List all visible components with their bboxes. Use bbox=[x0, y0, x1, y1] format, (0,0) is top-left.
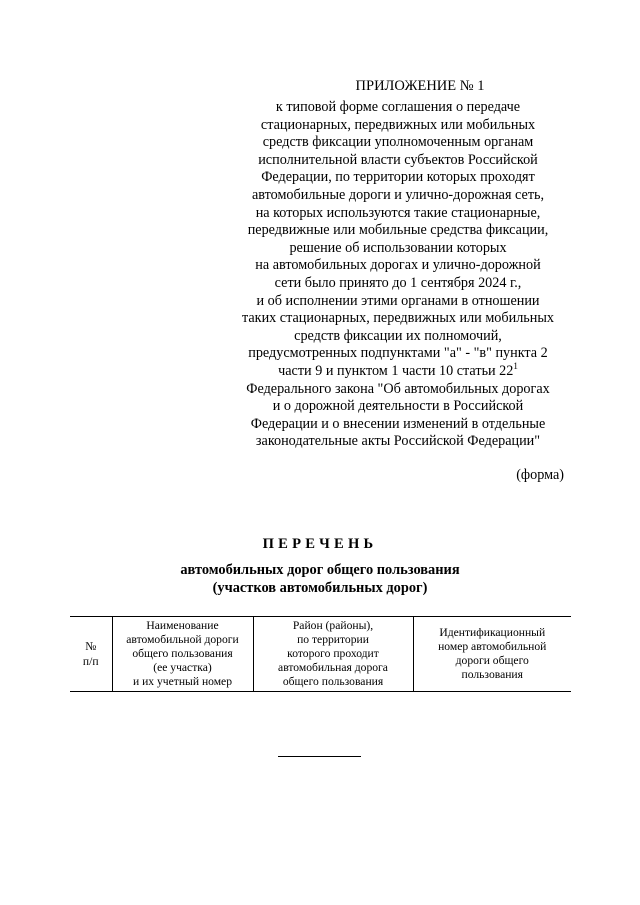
appendix-line: стационарных, передвижных или мобильных bbox=[260, 116, 536, 133]
appendix-line: Федерации, по территории которых проходят bbox=[261, 169, 535, 186]
list-title: ПЕРЕЧЕНЬ bbox=[262, 536, 378, 552]
appendix-line: исполнительной власти субъектов Российской bbox=[258, 151, 538, 168]
appendix-text bbox=[224, 99, 572, 451]
appendix-line-with-superscript bbox=[224, 360, 572, 381]
appendix-line: и о дорожной деятельности в Российской bbox=[272, 398, 524, 415]
footer-divider bbox=[278, 756, 361, 757]
list-subtitle-line: автомобильных дорог общего пользования bbox=[180, 562, 460, 578]
header-identification-number: Идентификационный номер автомобильной дороги общего пользования bbox=[413, 617, 571, 692]
roads-table bbox=[70, 616, 571, 692]
table-header-row bbox=[70, 617, 571, 692]
appendix-line: передвижные или мобильные средства фиксации, bbox=[247, 222, 549, 239]
appendix-line: предусмотренных подпунктами "а" - "в" пункта 2 bbox=[248, 345, 548, 362]
form-label: (форма) bbox=[516, 467, 564, 483]
list-subtitle-line: (участков автомобильных дорог) bbox=[212, 580, 428, 596]
list-subtitle bbox=[120, 561, 520, 597]
appendix-line: Федерального закона "Об автомобильных дорогах bbox=[246, 380, 550, 397]
appendix-line: Федерации и о внесении изменений в отдельные bbox=[250, 415, 546, 432]
appendix-line: и об исполнении этими органами в отношении bbox=[256, 292, 540, 309]
appendix-line: сети было принято до 1 сентября 2024 г., bbox=[274, 274, 522, 291]
appendix-line: законодательные акты Российской Федерации" bbox=[255, 433, 541, 450]
appendix-line: части 9 и пунктом 1 части 10 статьи 22 bbox=[278, 362, 514, 379]
appendix-line: к типовой форме соглашения о передаче bbox=[275, 99, 521, 115]
header-number: № п/п bbox=[70, 617, 112, 692]
header-district: Район (районы), по территории которого проходит автомобильная дорога общего пользования bbox=[253, 617, 413, 692]
appendix-line: средств фиксации их полномочий, bbox=[294, 327, 502, 344]
appendix-title: ПРИЛОЖЕНИЕ № 1 bbox=[355, 78, 485, 94]
appendix-line: автомобильные дороги и улично-дорожная сеть, bbox=[251, 186, 545, 203]
header-road-name: Наименование автомобильной дороги общего пользования (ее участка) и их учетный номер bbox=[112, 617, 253, 692]
appendix-line: на автомобильных дорогах и улично-дорожной bbox=[255, 257, 541, 274]
appendix-line: средств фиксации уполномоченным органам bbox=[262, 134, 534, 151]
appendix-line: решение об использовании которых bbox=[289, 239, 507, 256]
superscript: 1 bbox=[513, 360, 518, 371]
appendix-line: на которых используются такие стационарные, bbox=[255, 204, 541, 221]
appendix-line: таких стационарных, передвижных или мобильных bbox=[242, 310, 554, 327]
